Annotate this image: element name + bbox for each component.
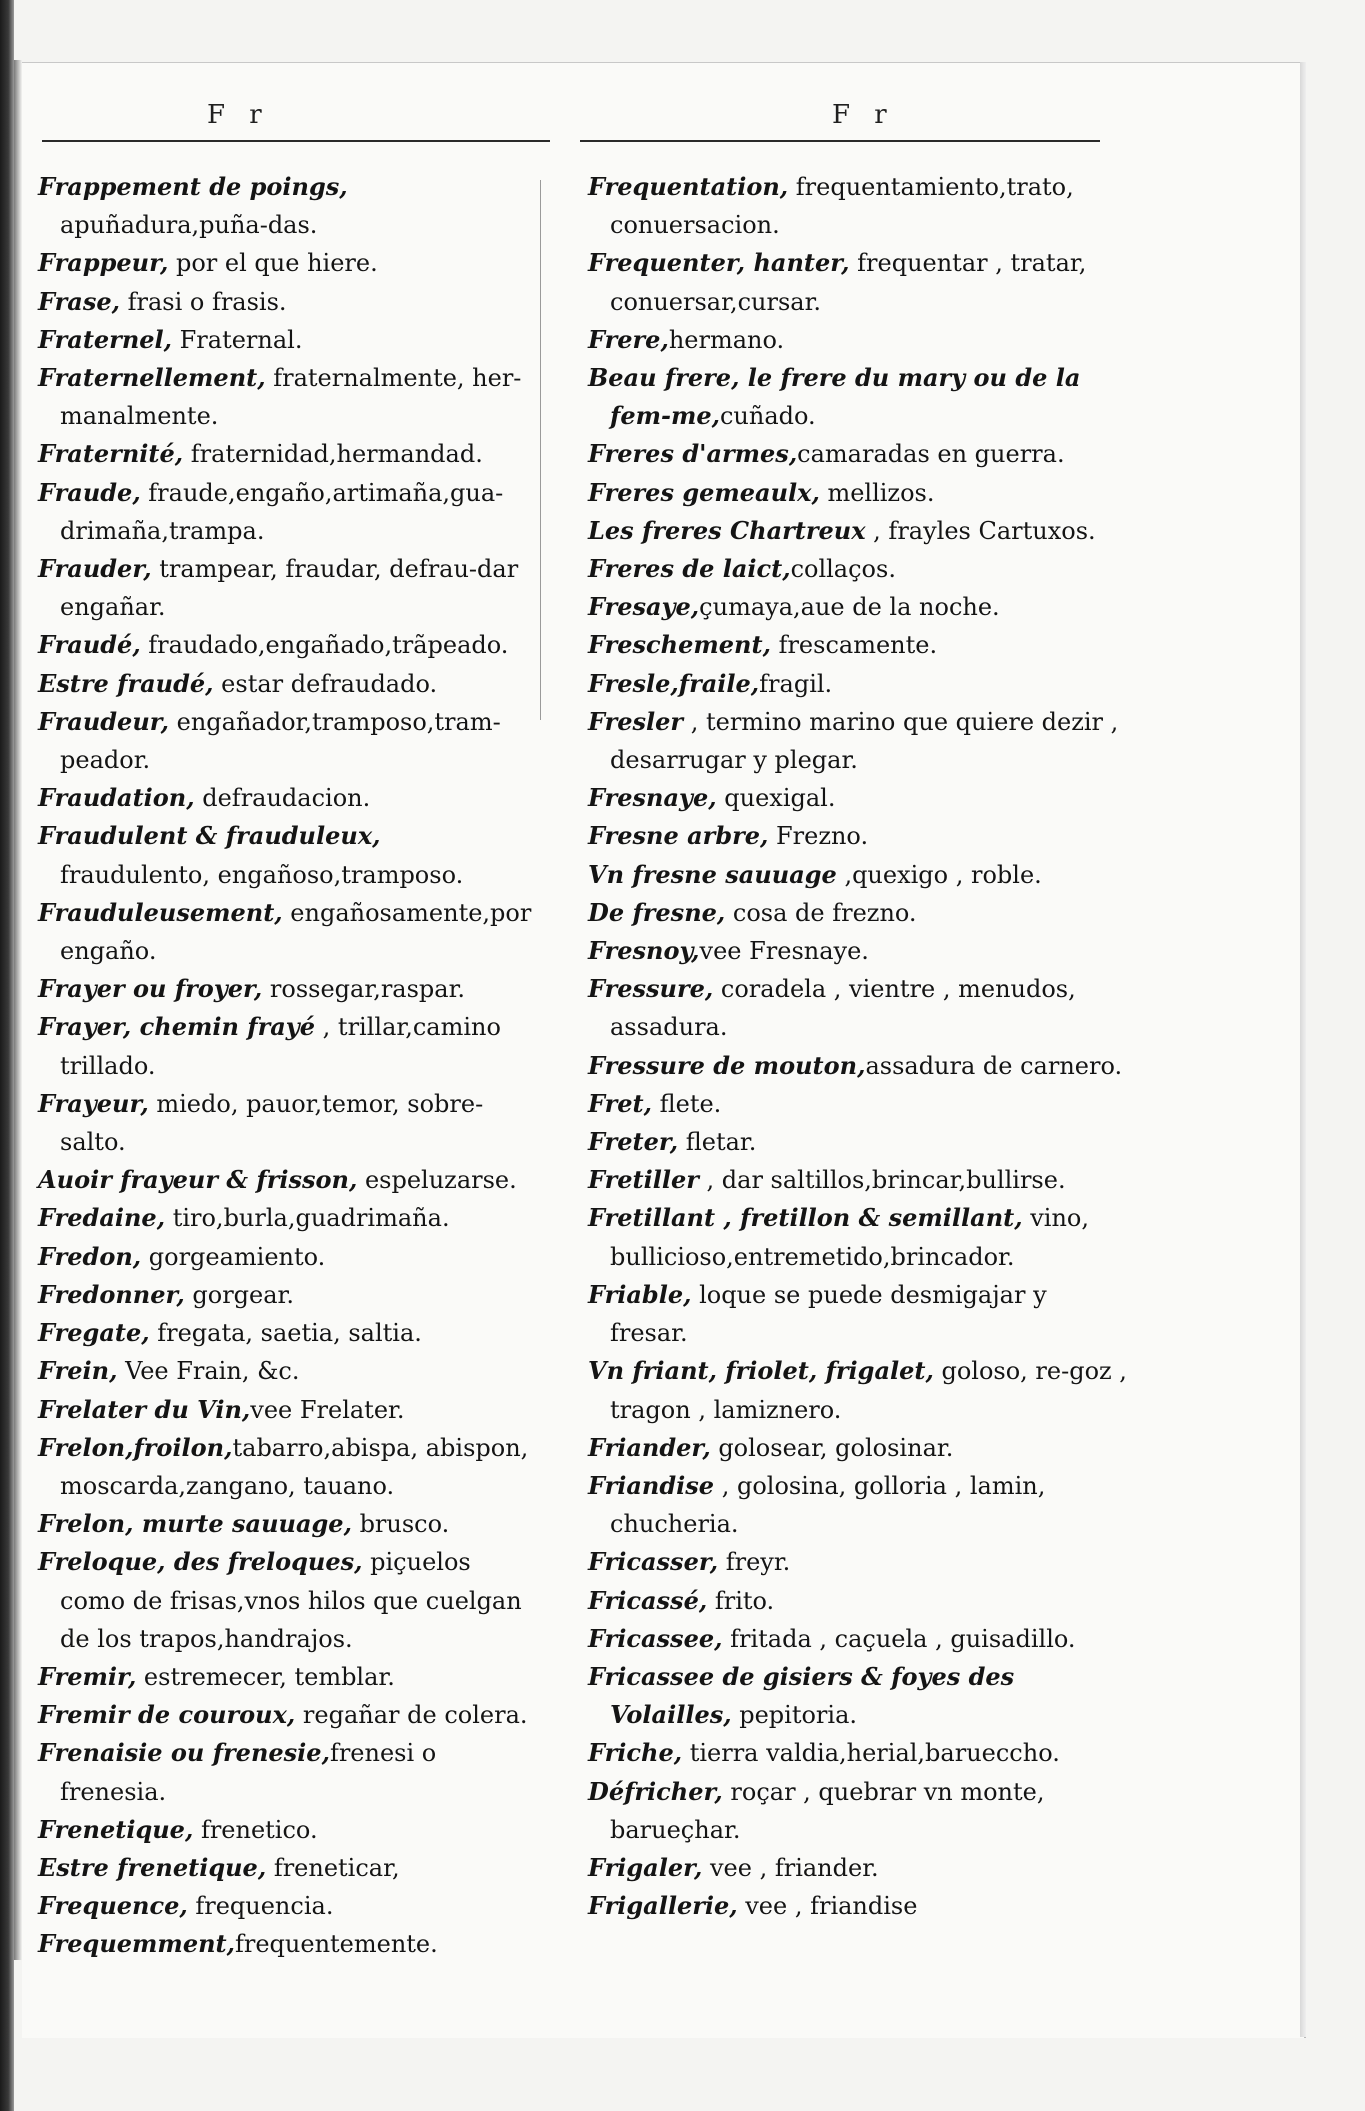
entry-headword: Frenetique, (38, 1814, 194, 1844)
entry-headword: Freres d'armes, (588, 439, 798, 469)
entry-translation: frasi o frasis. (119, 287, 287, 316)
entry-headword: Fraternellement, (38, 363, 266, 393)
dictionary-entry (38, 1276, 538, 1314)
entry-headword: Fricassé, (588, 1585, 708, 1615)
entry-headword: Freres de laict, (588, 554, 791, 584)
entry-headword: Frappement de poings, (38, 172, 348, 201)
dictionary-entry (588, 1161, 1128, 1199)
dictionary-entry (588, 550, 1128, 588)
column-divider (540, 180, 541, 720)
dictionary-entry (588, 779, 1128, 817)
dictionary-entry (38, 626, 538, 664)
dictionary-entry (38, 970, 538, 1008)
dictionary-entry (588, 512, 1128, 550)
dictionary-entry (38, 1811, 538, 1849)
dictionary-entry (38, 1887, 538, 1925)
entry-translation: mellizos. (819, 478, 935, 507)
dictionary-entry (38, 1658, 538, 1696)
entry-headword: Fredaine, (38, 1203, 166, 1233)
entry-headword: Fresnaye, (588, 783, 717, 813)
dictionary-entry (38, 1696, 538, 1734)
dictionary-entry (588, 703, 1128, 779)
dictionary-entry (588, 321, 1128, 359)
entry-headword: Freres gemeaulx, (588, 477, 820, 507)
entry-translation: , trillar,camino trillado. (60, 1013, 501, 1080)
entry-translation: fragil. (759, 669, 833, 698)
dictionary-entry (588, 1467, 1128, 1543)
entry-headword: Fricassee, (588, 1623, 723, 1653)
entry-headword: Frequenter, hanter, (588, 248, 850, 278)
entry-headword: Fraudulent & frauduleux, (38, 821, 381, 851)
entry-headword: Frenaisie ou frenesie, (38, 1738, 330, 1768)
dictionary-entry (38, 550, 538, 626)
entry-headword: Fraudation, (38, 783, 195, 813)
entry-translation: engañosamente,por engaño. (60, 898, 532, 966)
entry-translation: quexigal. (716, 784, 836, 813)
dictionary-entry (588, 856, 1128, 894)
entry-headword: Frauder, (38, 554, 152, 584)
entry-translation: vee , friandise (737, 1892, 918, 1921)
entry-translation: fraternidad,hermandad. (183, 440, 483, 469)
entry-translation: fraudado,engañado,trãpeado. (140, 631, 509, 660)
entry-translation: frenetico. (193, 1815, 318, 1844)
entry-headword: Frein, (38, 1356, 118, 1386)
running-header-left: F r (207, 100, 270, 130)
entry-headword: Frelater du Vin, (38, 1394, 251, 1424)
entry-headword: Fraudé, (38, 630, 141, 660)
dictionary-entry (38, 1849, 538, 1887)
book-spine (0, 0, 14, 2111)
dictionary-entry (38, 1391, 538, 1429)
entry-translation: Fraternal. (172, 325, 303, 354)
dictionary-entry (38, 1543, 538, 1658)
entry-headword: Auoir frayeur & frisson, (38, 1165, 358, 1195)
entry-translation: golosear, golosinar. (710, 1433, 954, 1462)
entry-headword: Frappeur, (38, 248, 169, 278)
entry-headword: Frelon,froilon, (38, 1432, 233, 1462)
dictionary-entry (38, 1429, 538, 1505)
dictionary-entry (588, 1734, 1128, 1772)
entry-headword: Frauduleusement, (38, 897, 283, 927)
entry-translation: frescamente. (770, 631, 938, 660)
entry-translation: brusco. (351, 1510, 450, 1539)
dictionary-entry (588, 474, 1128, 512)
dictionary-entry (588, 1582, 1128, 1620)
header-rule-right (580, 140, 1100, 142)
entry-headword: Fresle,fraile, (588, 668, 760, 698)
dictionary-entry (38, 703, 538, 779)
entry-headword: Frequence, (38, 1891, 188, 1921)
entry-translation: frequentamiento,trato, conuersacion. (610, 173, 1074, 240)
entry-translation: Frezno. (768, 822, 869, 851)
entry-translation: trampear, fraudar, defrau-dar engañar. (60, 555, 519, 622)
dictionary-entry (588, 626, 1128, 664)
entry-translation: fraude,engaño,artimaña,gua-drimaña,trampa. (60, 478, 504, 545)
entry-headword: Fresnoy, (588, 936, 700, 966)
entry-headword: Frequemment, (38, 1929, 235, 1959)
entry-translation: rossegar,raspar. (262, 975, 466, 1004)
dictionary-entry (588, 1047, 1128, 1085)
dictionary-entry (588, 588, 1128, 626)
header-rule-left (42, 140, 550, 142)
entry-translation: coradela , vientre , menudos, assadura. (610, 975, 1076, 1042)
dictionary-entry (38, 665, 538, 703)
entry-headword: Fregate, (38, 1318, 150, 1348)
dictionary-entry (38, 817, 538, 893)
dictionary-entry (38, 283, 538, 321)
dictionary-entry (38, 321, 538, 359)
entry-translation: camaradas en guerra. (797, 440, 1065, 469)
entry-translation: cuñado. (719, 402, 816, 431)
entry-translation: tiro,burla,guadrimaña. (165, 1204, 450, 1233)
dictionary-entry (588, 1620, 1128, 1658)
dictionary-entry (588, 168, 1128, 244)
entry-headword: Frigallerie, (588, 1891, 738, 1921)
entry-headword: Fraternel, (38, 324, 173, 354)
entry-headword: Fresler (588, 706, 684, 736)
entry-translation: fritada , caçuela , guisadillo. (722, 1624, 1076, 1653)
entry-translation: goloso, re-goz , tragon , lamiznero. (610, 1357, 1127, 1424)
entry-translation: fraternalmente, her-manalmente. (60, 364, 522, 431)
entry-headword: Fresne arbre, (588, 821, 769, 851)
dictionary-entry (588, 1543, 1128, 1581)
entry-translation: vino, bullicioso,entremetido,brincador. (610, 1204, 1090, 1271)
entry-headword: Les freres Chartreux (588, 515, 866, 545)
dictionary-entry (38, 1085, 538, 1161)
entry-headword: Estre fraudé, (38, 668, 214, 698)
entry-headword: Fraternité, (38, 439, 184, 469)
entry-translation: cosa de frezno. (725, 898, 917, 927)
entry-headword: Fremir, (38, 1661, 137, 1691)
entry-translation: frito. (707, 1586, 775, 1615)
entry-translation: Vee Frain, &c. (117, 1357, 300, 1386)
entry-translation: pepitoria. (731, 1701, 858, 1730)
dictionary-entry (588, 894, 1128, 932)
spine-shadow (14, 60, 22, 1960)
dictionary-entry (588, 1123, 1128, 1161)
entry-translation: freneticar, (266, 1853, 400, 1882)
entry-headword: Frase, (38, 286, 120, 316)
dictionary-entry (38, 244, 538, 282)
entry-translation: piçuelos como de frisas,vnos hilos que cuelgan de los trapos,handrajos. (60, 1548, 522, 1653)
entry-headword: Frayer ou froyer, (38, 974, 263, 1004)
entry-translation: , dar saltillos,brincar,bullirse. (698, 1166, 1066, 1195)
entry-headword: Fresaye, (588, 592, 700, 622)
entry-headword: Freter, (588, 1127, 679, 1157)
entry-headword: Freloque, des freloques, (38, 1547, 363, 1577)
dictionary-entry (588, 1658, 1128, 1734)
entry-headword: Fretiller (588, 1165, 699, 1195)
dictionary-entry (588, 1773, 1128, 1849)
entry-translation: flete. (651, 1089, 722, 1118)
dictionary-entry (588, 244, 1128, 320)
entry-translation: çumaya,aue de la noche. (699, 593, 1000, 622)
dictionary-entry (38, 1008, 538, 1084)
entry-translation: tabarro,abispa, abispon, moscarda,zangano, tauano. (60, 1433, 529, 1500)
dictionary-entry (588, 1085, 1128, 1123)
dictionary-entry (588, 932, 1128, 970)
dictionary-entry (588, 970, 1128, 1046)
dictionary-entry (38, 1314, 538, 1352)
entry-headword: Fremir de couroux, (38, 1700, 296, 1730)
dictionary-entry (38, 1925, 538, 1963)
dictionary-entry (588, 359, 1128, 435)
entry-headword: Freschement, (588, 630, 771, 660)
dictionary-entry (38, 1199, 538, 1237)
entry-translation: frequencia. (187, 1892, 334, 1921)
entry-translation: estremecer, temblar. (136, 1662, 395, 1691)
dictionary-entry (588, 1429, 1128, 1467)
entry-translation: hermano. (668, 325, 785, 354)
dictionary-entry (588, 1352, 1128, 1428)
entry-translation: freyr. (718, 1548, 791, 1577)
entry-headword: Friander, (588, 1432, 711, 1462)
entry-translation: assadura de carnero. (865, 1051, 1123, 1080)
dictionary-entry (38, 779, 538, 817)
entry-headword: Défricher, (588, 1776, 723, 1806)
entry-translation: fraudulento, engañoso,tramposo. (60, 860, 464, 889)
entry-headword: Frelon, murte sauuage, (38, 1509, 352, 1539)
entry-headword: Frayer, chemin frayé (38, 1012, 316, 1042)
entry-headword: Beau frere, le frere du mary ou de la fem-me, (588, 363, 1081, 431)
entry-translation: loque se puede desmigajar y fresar. (610, 1280, 1047, 1348)
entry-headword: Fressure, (588, 974, 714, 1004)
entry-headword: Fretillant , fretillon & semillant, (588, 1203, 1023, 1233)
dictionary-entry (588, 1849, 1128, 1887)
entry-translation: ,quexigo , roble. (836, 860, 1042, 889)
entry-translation: gorgear. (184, 1280, 295, 1309)
entry-translation: apuñadura,puña-das. (60, 211, 318, 240)
left-column (38, 168, 538, 1964)
dictionary-entry (588, 817, 1128, 855)
running-header-right: F r (832, 100, 895, 130)
entry-headword: Fredonner, (38, 1279, 185, 1309)
dictionary-entry (38, 435, 538, 473)
dictionary-entry (38, 1238, 538, 1276)
entry-translation: collaços. (790, 555, 896, 584)
dictionary-entry (38, 1352, 538, 1390)
dictionary-entry (588, 665, 1128, 703)
dictionary-entry (38, 1161, 538, 1199)
entry-headword: Fret, (588, 1088, 652, 1118)
entry-headword: Vn fresne sauuage (588, 859, 837, 889)
entry-translation: regañar de colera. (295, 1701, 528, 1730)
entry-headword: Fredon, (38, 1241, 142, 1271)
dictionary-entry (588, 1276, 1128, 1352)
entry-headword: Friable, (588, 1279, 692, 1309)
entry-translation: , golosina, golloria , lamin, chucheria. (610, 1471, 1046, 1539)
entry-translation: por el que hiere. (168, 249, 378, 278)
entry-headword: Frayeur, (38, 1088, 149, 1118)
entry-headword: Fricassee de gisiers & foyes des Volailles, (588, 1661, 1015, 1730)
right-column (588, 168, 1128, 1925)
dictionary-entry (38, 474, 538, 550)
dictionary-entry (38, 1734, 538, 1810)
entry-translation: frequentemente. (234, 1930, 438, 1959)
entry-headword: Frequentation, (588, 172, 789, 201)
entry-translation: , termino marino que quiere dezir , desarrugar y plegar. (610, 707, 1119, 775)
page-edge (1300, 62, 1306, 2037)
entry-headword: Friche, (588, 1738, 683, 1768)
entry-translation: frequentar , tratar, conuersar,cursar. (610, 249, 1087, 316)
entry-headword: De fresne, (588, 897, 726, 927)
entry-translation: vee Frelater. (250, 1395, 405, 1424)
entry-translation: defraudacion. (194, 784, 371, 813)
entry-headword: Fraudeur, (38, 706, 170, 736)
entry-translation: tierra valdia,herial,barueccho. (682, 1739, 1060, 1768)
dictionary-entry (38, 168, 538, 244)
entry-headword: Estre frenetique, (38, 1852, 267, 1882)
entry-translation: gorgeamiento. (141, 1242, 326, 1271)
dictionary-entry (588, 435, 1128, 473)
entry-headword: Vn friant, friolet, frigalet, (588, 1356, 934, 1386)
entry-translation: vee , friander. (702, 1853, 879, 1882)
entry-headword: Fressure de mouton, (588, 1050, 866, 1080)
entry-translation: vee Fresnaye. (699, 937, 869, 966)
entry-headword: Fricasser, (588, 1547, 719, 1577)
entry-headword: Friandise (588, 1470, 715, 1500)
entry-translation: roçar , quebrar vn monte, barueçhar. (610, 1777, 1045, 1844)
dictionary-entry (588, 1199, 1128, 1275)
entry-translation: engañador,tramposo,tram-peador. (60, 707, 501, 775)
dictionary-entry (38, 894, 538, 970)
entry-translation: , frayles Cartuxos. (865, 516, 1096, 545)
entry-translation: estar defraudado. (213, 669, 438, 698)
entry-headword: Frigaler, (588, 1852, 703, 1882)
entry-translation: miedo, pauor,temor, sobre-salto. (60, 1089, 484, 1157)
entry-translation: fregata, saetia, saltia. (149, 1319, 422, 1348)
dictionary-entry (38, 359, 538, 435)
entry-translation: frenesi o frenesia. (60, 1739, 437, 1806)
entry-headword: Frere, (588, 324, 669, 354)
dictionary-entry (38, 1505, 538, 1543)
entry-translation: fletar. (678, 1128, 757, 1157)
dictionary-entry (588, 1887, 1128, 1925)
entry-headword: Fraude, (38, 477, 141, 507)
entry-translation: espeluzarse. (357, 1166, 517, 1195)
